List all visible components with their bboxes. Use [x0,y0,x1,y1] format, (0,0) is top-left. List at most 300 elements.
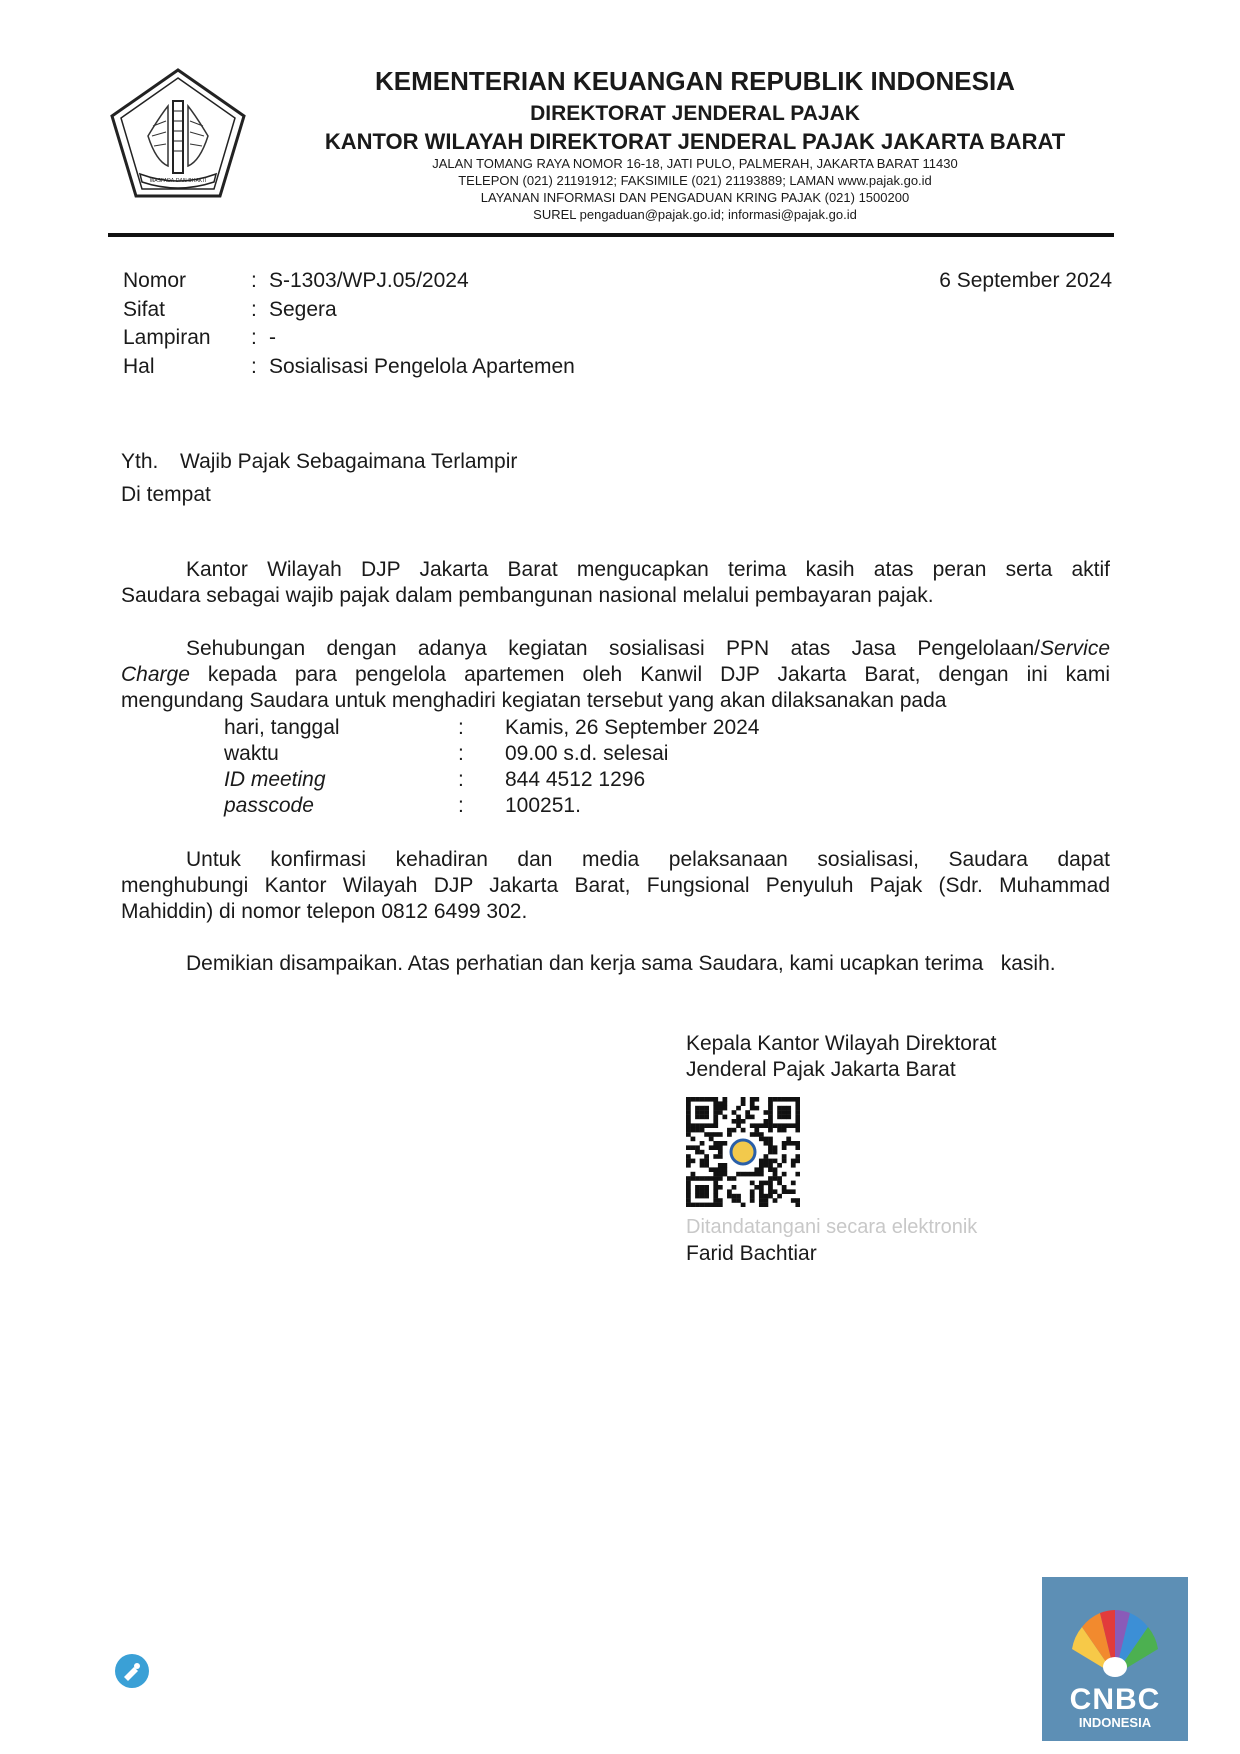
qr-module [759,1137,764,1142]
qr-module [750,1198,755,1203]
qr-module [768,1128,773,1133]
qr-module [759,1203,764,1207]
qr-module [722,1106,727,1111]
qr-module [713,1115,718,1120]
qr-module [782,1141,787,1146]
qr-module [709,1167,714,1172]
qr-module [750,1115,755,1120]
qr-module [700,1150,705,1155]
qr-module [727,1189,732,1194]
qr-module [759,1194,764,1199]
qr-module [727,1128,732,1133]
qr-module [709,1132,714,1137]
letter-date: 6 September 2024 [939,269,1112,292]
meta-colon: : [251,354,257,378]
qr-module [727,1194,732,1199]
qr-module [709,1123,714,1128]
paragraph-3-line-2: menghubungi Kantor Wilayah DJP Jakarta Barat, Fungsional Penyuluh Pajak (Sdr. Muhammad [121,874,1110,897]
letter-meta [123,267,575,381]
qr-module [773,1189,778,1194]
qr-module [732,1128,737,1133]
p2-italic: Service [1039,637,1110,660]
qr-module [691,1203,696,1207]
qr-module [773,1097,778,1102]
qr-module [718,1172,723,1177]
qr-module [741,1097,746,1102]
ministry-name: KEMENTERIAN KEUANGAN REPUBLIK INDONESIA [375,66,1015,96]
qr-module [795,1123,800,1128]
qr-module [695,1123,700,1128]
signatory-title-2: Jenderal Pajak Jakarta Barat [686,1058,956,1081]
qr-module [713,1198,718,1203]
qr-module [782,1189,787,1194]
qr-module [713,1181,718,1186]
qr-module [759,1181,764,1186]
qr-module [709,1145,714,1150]
qr-module [686,1189,691,1194]
qr-code [686,1097,800,1207]
qr-module [768,1097,773,1102]
qr-module [700,1123,705,1128]
qr-module [713,1106,718,1111]
qr-module [700,1097,705,1102]
qr-module [686,1145,691,1150]
qr-module [686,1203,691,1207]
qr-module [795,1106,800,1111]
qr-module [722,1097,727,1102]
qr-module [686,1194,691,1199]
qr-module [686,1176,691,1181]
qr-module [718,1176,723,1181]
qr-module [768,1115,773,1120]
qr-module [709,1176,714,1181]
qr-module [773,1176,778,1181]
qr-module [691,1159,696,1164]
svg-text:WASPADA DAN BHAKTI: WASPADA DAN BHAKTI [149,178,207,184]
cnbc-sub: INDONESIA [1078,1715,1152,1730]
qr-module [782,1110,787,1115]
qr-module [732,1176,737,1181]
qr-module [686,1110,691,1115]
qr-module [791,1097,796,1102]
ministry-logo [108,66,248,200]
qr-module [745,1115,750,1120]
recipient-name: Wajib Pajak Sebagaimana Terlampir [180,450,518,473]
qr-module [782,1185,787,1190]
qr-module [700,1176,705,1181]
qr-module [777,1110,782,1115]
qr-module [773,1172,778,1177]
qr-module [691,1137,696,1142]
qr-module [768,1189,773,1194]
qr-module [713,1154,718,1159]
qr-module [704,1163,709,1168]
qr-module [782,1097,787,1102]
qr-module [713,1203,718,1207]
qr-module [791,1181,796,1186]
qr-module [768,1141,773,1146]
qr-module [691,1123,696,1128]
qr-module [759,1189,764,1194]
signatory-title-1: Kepala Kantor Wilayah Direktorat [686,1032,997,1055]
qr-module [686,1115,691,1120]
qr-module [791,1198,796,1203]
meta-row-nomor [123,267,575,296]
detail-label: hari, tanggal [224,716,340,739]
qr-module [795,1115,800,1120]
qr-module [695,1115,700,1120]
qr-module [745,1110,750,1115]
qr-module [713,1185,718,1190]
qr-module [695,1145,700,1150]
qr-module [686,1106,691,1111]
qr-module [750,1172,755,1177]
qr-module [750,1097,755,1102]
qr-module [718,1198,723,1203]
qr-module [736,1119,741,1124]
recipient-line [121,445,517,478]
qr-module [764,1141,769,1146]
qr-module [786,1097,791,1102]
qr-module [695,1194,700,1199]
qr-module [700,1110,705,1115]
qr-module [686,1159,691,1164]
qr-module [736,1198,741,1203]
qr-module [768,1181,773,1186]
qr-module [791,1123,796,1128]
qr-module [704,1189,709,1194]
qr-module [695,1185,700,1190]
meta-colon: : [251,326,257,349]
qr-module [686,1185,691,1190]
qr-module [718,1163,723,1168]
qr-module [718,1132,723,1137]
qr-module [795,1101,800,1106]
qr-module [686,1119,691,1124]
meta-row-sifat [123,296,575,325]
meta-colon: : [251,269,257,292]
qr-module [741,1119,746,1124]
directorate-name: DIREKTORAT JENDERAL PAJAK [530,102,860,125]
qr-module [795,1097,800,1102]
qr-module [786,1106,791,1111]
qr-module [713,1119,718,1124]
qr-module [795,1141,800,1146]
qr-module [773,1123,778,1128]
qr-module [695,1128,700,1133]
qr-module [700,1163,705,1168]
qr-module [700,1194,705,1199]
qr-module [713,1141,718,1146]
qr-module [713,1123,718,1128]
qr-module [795,1172,800,1177]
qr-module [750,1189,755,1194]
qr-module [704,1123,709,1128]
detail-label: ID meeting [224,768,326,791]
meta-value: S-1303/WPJ.05/2024 [269,269,469,292]
qr-module [691,1097,696,1102]
qr-module [722,1167,727,1172]
qr-module [750,1123,755,1128]
qr-module [795,1154,800,1159]
qr-module [782,1115,787,1120]
qr-module [773,1159,778,1164]
qr-module [691,1145,696,1150]
address-line-1: JALAN TOMANG RAYA NOMOR 16-18, JATI PULO, PALMERAH, JAKARTA BARAT 11430 [432,156,958,171]
qr-module [745,1172,750,1177]
paragraph-2-line-1 [186,636,1110,662]
address-line-4: SUREL pengaduan@pajak.go.id; informasi@pajak.go.id [533,207,857,222]
qr-module [768,1150,773,1155]
qr-module [759,1159,764,1164]
qr-module [777,1163,782,1168]
e-sign-note: Ditandatangani secara elektronik [686,1216,978,1238]
qr-module [722,1163,727,1168]
qr-module [795,1119,800,1124]
qr-module [750,1194,755,1199]
qr-module [718,1154,723,1159]
qr-module [759,1132,764,1137]
qr-module [704,1132,709,1137]
qr-module [709,1097,714,1102]
qr-module [718,1106,723,1111]
qr-module [713,1189,718,1194]
qr-module [795,1159,800,1164]
meta-label: Hal [123,354,155,378]
qr-module [768,1106,773,1111]
qr-module [686,1123,691,1128]
paragraph-3-line-1: Untuk konfirmasi kehadiran dan media pelaksanaan sosialisasi, Saudara dapat [186,848,1110,871]
qr-emblem-icon [731,1140,755,1164]
address-line-3: LAYANAN INFORMASI DAN PENGADUAN KRING PAJAK (021) 1500200 [480,190,910,205]
qr-module [713,1167,718,1172]
qr-module [686,1163,691,1168]
meta-value: Segera [269,297,337,321]
qr-module [718,1145,723,1150]
meta-value: - [269,326,276,349]
qr-module [782,1159,787,1164]
qr-module [736,1123,741,1128]
qr-module [754,1172,759,1177]
qr-module [686,1097,691,1102]
qr-module [718,1141,723,1146]
detail-label: waktu [224,742,279,765]
detail-colon: : [458,716,464,739]
qr-module [777,1181,782,1186]
qr-module [695,1097,700,1102]
qr-module [732,1185,737,1190]
meta-row-lampiran [123,324,575,353]
qr-module [777,1123,782,1128]
qr-module [704,1110,709,1115]
qr-module [768,1167,773,1172]
cnbc-brand: CNBC [1069,1683,1161,1716]
qr-module [795,1128,800,1133]
qr-module [754,1132,759,1137]
qr-module [759,1163,764,1168]
qr-module [754,1123,759,1128]
qr-module [718,1150,723,1155]
qr-module [795,1110,800,1115]
qr-module [768,1159,773,1164]
qr-module [777,1128,782,1133]
qr-module [700,1189,705,1194]
qr-module [700,1185,705,1190]
recipient-block [121,445,517,511]
qr-module [773,1150,778,1155]
qr-module [768,1137,773,1142]
qr-module [764,1119,769,1124]
qr-module [750,1106,755,1111]
qr-module [709,1137,714,1142]
qr-module [786,1189,791,1194]
qr-module [700,1128,705,1133]
qr-module [686,1101,691,1106]
qr-module [795,1203,800,1207]
detail-row-meeting-id [224,767,759,793]
detail-value: 844 4512 1296 [505,768,646,791]
qr-module [764,1110,769,1115]
qr-module [722,1172,727,1177]
qr-module [750,1181,755,1186]
qr-module [795,1198,800,1203]
qr-module [695,1189,700,1194]
qr-module [686,1132,691,1137]
qr-module [764,1194,769,1199]
qr-module [777,1097,782,1102]
qr-module [704,1106,709,1111]
p2-text: kepada para pengelola apartemen oleh Kanwil DJP Jakarta Barat, dengan ini kami [189,663,1110,686]
qr-module [695,1150,700,1155]
qr-module [700,1115,705,1120]
qr-module [695,1110,700,1115]
qr-module [704,1159,709,1164]
qr-module [773,1198,778,1203]
qr-module [713,1101,718,1106]
qr-module [741,1203,746,1207]
qr-module [768,1119,773,1124]
qr-module [764,1203,769,1207]
cnbc-watermark [1042,1577,1188,1741]
paragraph-1-line-1: Kantor Wilayah DJP Jakarta Barat mengucapkan terima kasih atas peran serta aktif [186,558,1110,581]
qr-module [773,1167,778,1172]
qr-module [700,1141,705,1146]
qr-module [691,1176,696,1181]
detail-row-date [224,715,759,741]
qr-module [736,1106,741,1111]
qr-module [754,1128,759,1133]
qr-module [732,1194,737,1199]
qr-module [704,1185,709,1190]
qr-module [695,1176,700,1181]
address-line-2: TELEPON (021) 21191912; FAKSIMILE (021) 21193889; LAMAN www.pajak.go.id [458,173,932,188]
qr-module [786,1115,791,1120]
qr-module [786,1137,791,1142]
qr-module [777,1176,782,1181]
qr-module [750,1101,755,1106]
event-details [224,715,759,819]
qr-module [727,1176,732,1181]
peacock-icon [1042,1587,1188,1687]
qr-module [768,1185,773,1190]
qr-module [718,1167,723,1172]
qr-module [768,1163,773,1168]
qr-module [768,1145,773,1150]
qr-module [754,1167,759,1172]
qr-module [777,1106,782,1111]
qr-module [704,1194,709,1199]
qr-module [750,1132,755,1137]
recipient-prefix: Yth. [121,450,159,473]
qr-module [732,1198,737,1203]
qr-module [791,1141,796,1146]
qr-module [782,1154,787,1159]
qr-module [695,1106,700,1111]
qr-module [732,1119,737,1124]
qr-module [782,1145,787,1150]
qr-module [718,1203,723,1207]
qr-module [709,1203,714,1207]
header-divider [108,233,1114,237]
qr-module [764,1198,769,1203]
qr-module [704,1097,709,1102]
qr-module [686,1181,691,1186]
qr-module [686,1128,691,1133]
qr-module [691,1172,696,1177]
qr-module [713,1097,718,1102]
qr-module [713,1172,718,1177]
recipient-place: Di tempat [121,483,211,506]
detail-row-passcode [224,793,759,819]
meta-label: Sifat [123,297,166,321]
qr-module [704,1176,709,1181]
qr-module [791,1189,796,1194]
qr-module [736,1172,741,1177]
detail-value: 09.00 s.d. selesai [505,742,669,765]
qr-module [791,1163,796,1168]
meta-colon: : [251,297,257,321]
qr-module [741,1128,746,1133]
qr-module [713,1110,718,1115]
qr-module [777,1115,782,1120]
detail-colon: : [458,794,464,817]
qr-module [686,1154,691,1159]
qr-module [700,1203,705,1207]
qr-module [773,1145,778,1150]
paragraph-1-line-2: Saudara sebagai wajib pajak dalam pembangunan nasional melalui pembayaran pajak. [121,584,934,607]
qr-module [759,1123,764,1128]
qr-module [727,1132,732,1137]
qr-module [759,1167,764,1172]
meta-row-hal [123,353,575,382]
detail-colon: : [458,768,464,791]
meta-label: Nomor [123,269,187,292]
qr-module [754,1106,759,1111]
qr-module [768,1194,773,1199]
p2-italic: Charge [121,663,190,686]
qr-module [718,1185,723,1190]
qr-module [732,1110,737,1115]
meta-value: Sosialisasi Pengelola Apartemen [269,354,575,378]
qr-module [704,1154,709,1159]
qr-module [764,1181,769,1186]
qr-module [713,1132,718,1137]
qr-module [700,1159,705,1164]
qr-module [777,1194,782,1199]
qr-module [768,1123,773,1128]
qr-module [754,1185,759,1190]
qr-module [768,1176,773,1181]
